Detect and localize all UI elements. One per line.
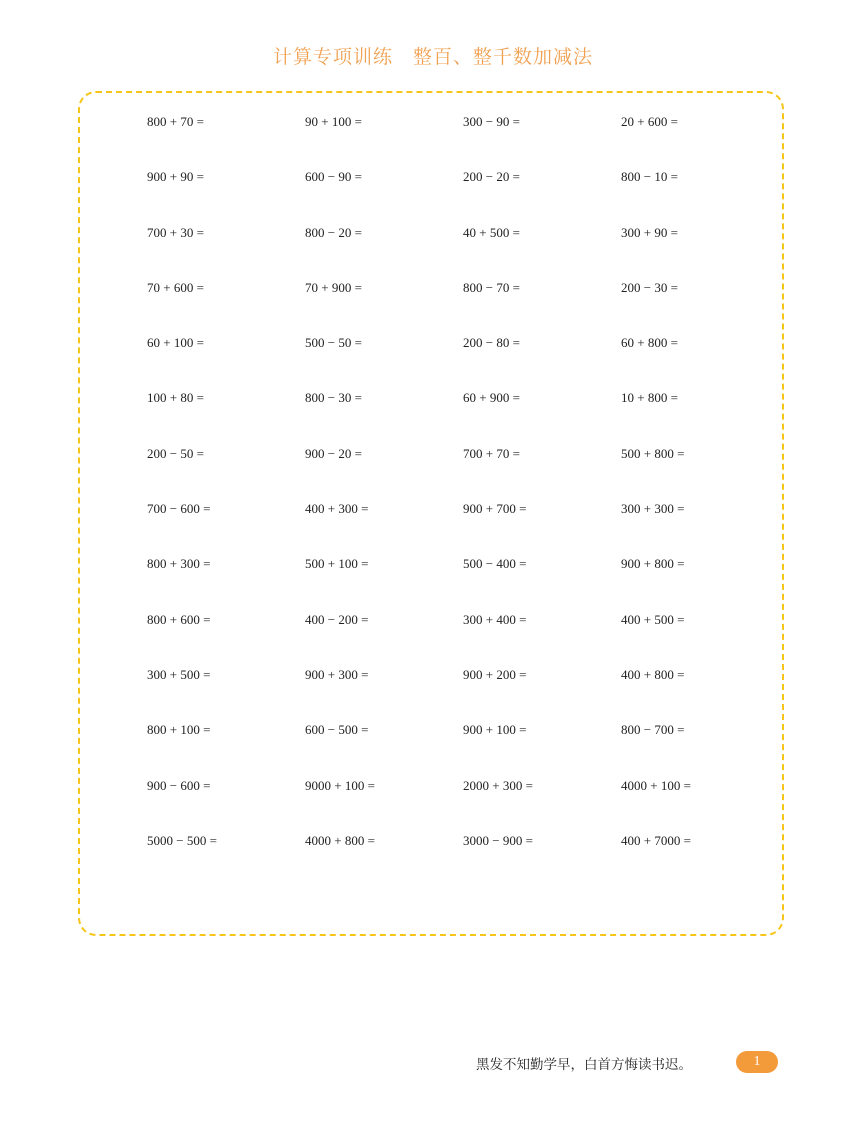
problem-item: 3000 − 900 = bbox=[463, 832, 533, 848]
problem-item: 800 + 100 = bbox=[147, 722, 211, 738]
problem-item: 300 + 90 = bbox=[621, 224, 678, 240]
problem-item: 90 + 100 = bbox=[305, 114, 362, 129]
problem-item: 300 − 90 = bbox=[463, 114, 520, 129]
problem-item: 900 + 800 = bbox=[621, 556, 685, 572]
problem-item: 600 − 500 = bbox=[305, 722, 369, 738]
problem-item: 400 − 200 = bbox=[305, 611, 369, 627]
problem-item: 800 + 300 = bbox=[147, 556, 211, 572]
problem-item: 200 − 50 = bbox=[147, 445, 204, 461]
problem-item: 400 + 500 = bbox=[621, 611, 685, 627]
problem-item: 800 − 30 = bbox=[305, 390, 362, 406]
problem-item: 400 + 300 = bbox=[305, 501, 369, 517]
problem-item: 60 + 100 = bbox=[147, 335, 204, 351]
problem-item: 10 + 800 = bbox=[621, 390, 678, 406]
problem-item: 20 + 600 = bbox=[621, 114, 678, 129]
problem-item: 300 + 500 = bbox=[147, 666, 211, 682]
page-title: 计算专项训练 整百、整千数加减法 bbox=[272, 46, 593, 68]
problem-item: 300 + 400 = bbox=[463, 611, 527, 627]
problem-item: 800 + 600 = bbox=[147, 611, 211, 627]
problem-item: 5000 − 500 = bbox=[147, 832, 217, 848]
problem-item: 800 − 70 = bbox=[463, 279, 520, 295]
problem-item: 500 + 800 = bbox=[621, 445, 685, 461]
problem-item: 800 − 700 = bbox=[621, 722, 685, 738]
footer-motto: 黑发不知勤学早，白首方悔读书迟。 bbox=[476, 1057, 692, 1073]
problem-item: 800 + 70 = bbox=[147, 114, 204, 129]
problem-item: 900 + 700 = bbox=[463, 501, 527, 517]
problem-item: 2000 + 300 = bbox=[463, 777, 533, 793]
problem-item: 700 + 70 = bbox=[463, 445, 520, 461]
problem-item: 700 − 600 = bbox=[147, 501, 211, 517]
problem-item: 300 + 300 = bbox=[621, 501, 685, 517]
problem-item: 900 − 600 = bbox=[147, 777, 211, 793]
problem-item: 200 − 30 = bbox=[621, 279, 678, 295]
problem-item: 900 + 100 = bbox=[463, 722, 527, 738]
problem-item: 800 − 10 = bbox=[621, 169, 678, 185]
problem-item: 70 + 600 = bbox=[147, 279, 204, 295]
problem-item: 600 − 90 = bbox=[305, 169, 362, 185]
problem-item: 500 − 50 = bbox=[305, 335, 362, 351]
problem-item: 200 − 80 = bbox=[463, 335, 520, 351]
problem-item: 4000 + 800 = bbox=[305, 832, 375, 848]
problem-item: 700 + 30 = bbox=[147, 224, 204, 240]
problem-item: 70 + 900 = bbox=[305, 279, 362, 295]
problem-item: 9000 + 100 = bbox=[305, 777, 375, 793]
problem-item: 900 + 300 = bbox=[305, 666, 369, 682]
page-number-badge: 1 bbox=[736, 1051, 778, 1073]
problem-item: 500 + 100 = bbox=[305, 556, 369, 572]
problem-item: 800 − 20 = bbox=[305, 224, 362, 240]
problem-item: 400 + 800 = bbox=[621, 666, 685, 682]
problem-item: 40 + 500 = bbox=[463, 224, 520, 240]
problem-item: 100 + 80 = bbox=[147, 390, 204, 406]
problem-item: 900 + 200 = bbox=[463, 666, 527, 682]
problem-item: 200 − 20 = bbox=[463, 169, 520, 185]
problem-item: 500 − 400 = bbox=[463, 556, 527, 572]
problem-item: 900 + 90 = bbox=[147, 169, 204, 185]
problem-grid bbox=[147, 112, 741, 886]
problem-item: 4000 + 100 = bbox=[621, 777, 691, 793]
problem-item: 60 + 900 = bbox=[463, 390, 520, 406]
problem-item: 60 + 800 = bbox=[621, 335, 678, 351]
problem-item: 900 − 20 = bbox=[305, 445, 362, 461]
problem-item: 400 + 7000 = bbox=[621, 832, 691, 848]
